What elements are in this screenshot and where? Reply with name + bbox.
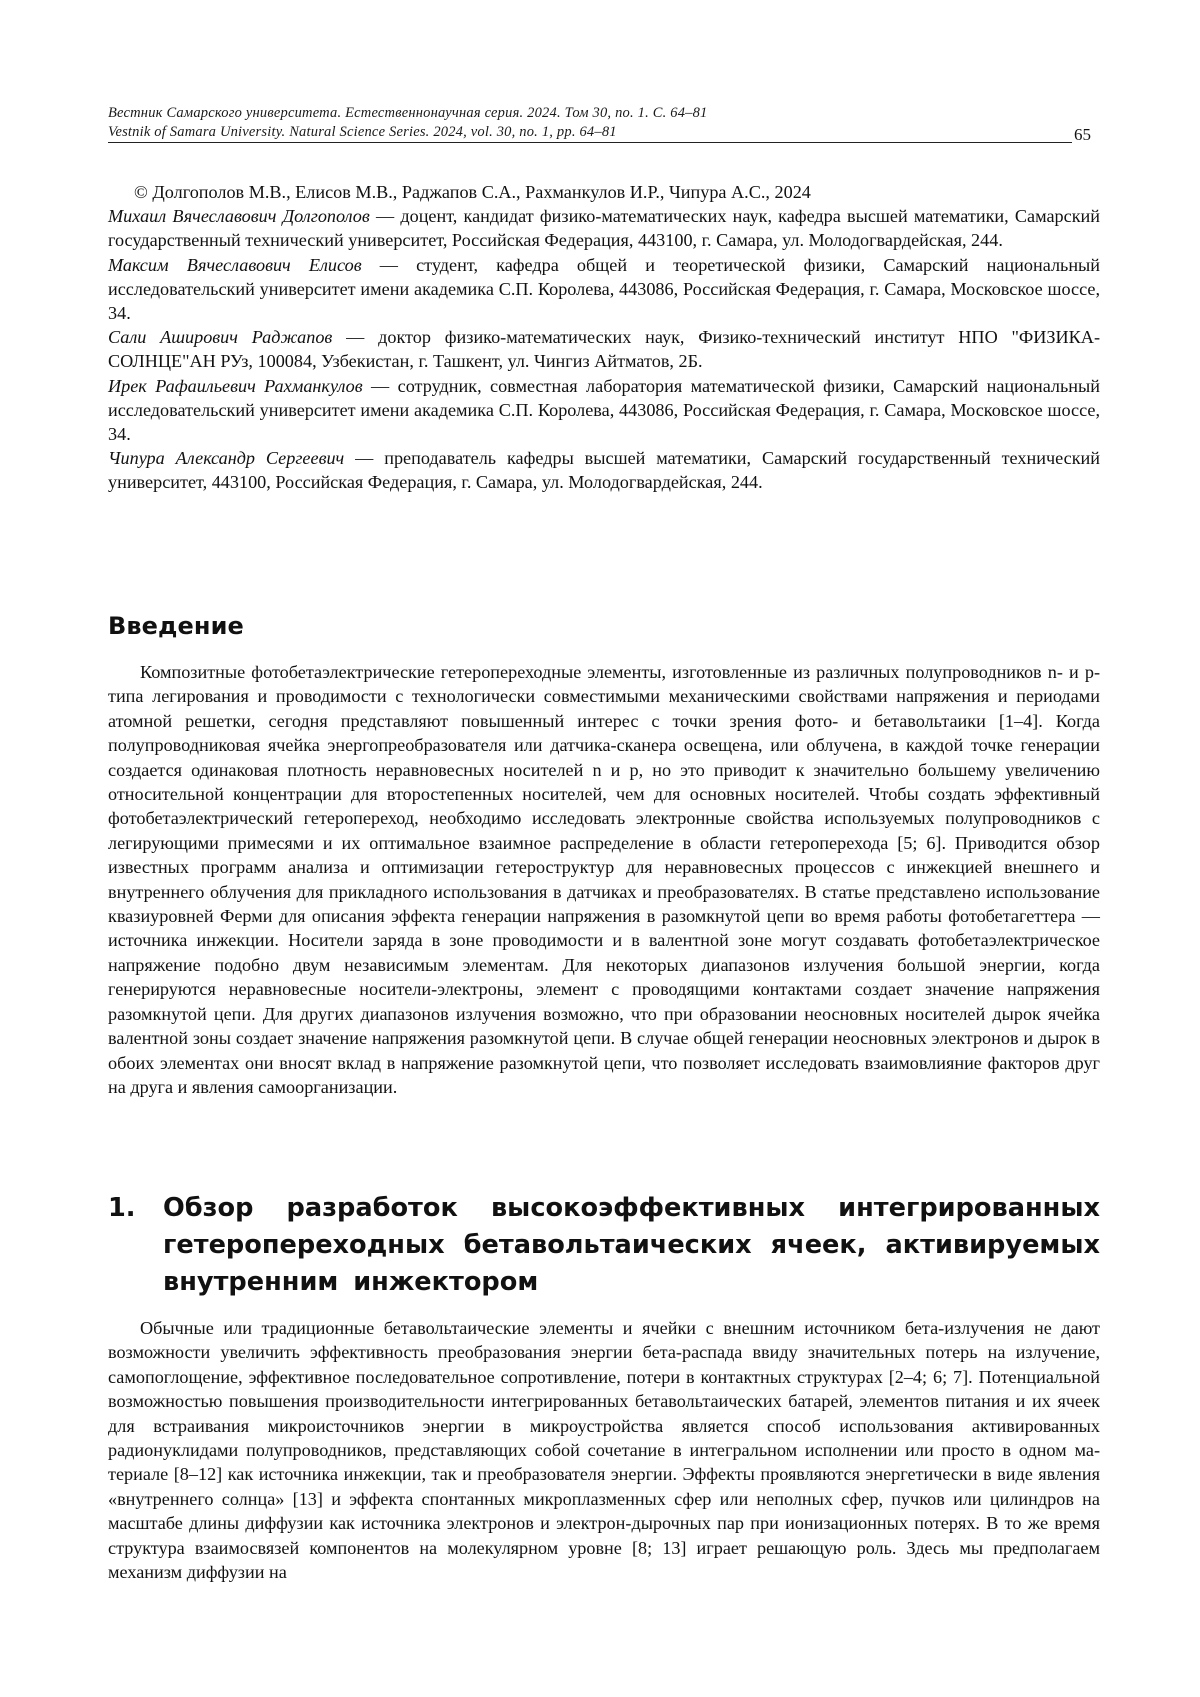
author-name: Сали Аширович Раджапов (108, 327, 333, 348)
journal-citation-en: Vestnik of Samara University. Natural Science Series. 2024, vol. 30, no. 1, pp. 64–81 (108, 124, 617, 140)
author-block (108, 180, 1100, 495)
author-info: — доцент, кандидат физико-математических наук, кафедра высшей математики, Самарский государственный технический университет, Российская Федерация, 443100, г. Самара, ул. Молодогвардейская, 244. (108, 206, 1100, 251)
author-info: — доктор физико-математических наук, Физико-технический институт НПО "ФИЗИКА-СОЛНЦЕ"АН РУз, 100084, Узбекистан, г. Ташкент, ул. Чингиз Айтматов, 2Б. (108, 327, 1100, 372)
journal-citation-ru: Вестник Самарского университета. Естественнонаучная серия. 2024. Том 30, no. 1. С. 64–81 (108, 105, 708, 121)
author-entry (108, 325, 1100, 373)
author-name: Максим Вячеславович Елисов (108, 254, 362, 275)
intro-paragraph: Композитные фотобетаэлектрические гетеропереходные элементы, изготовленные из различных полупроводников n- и p-типа легирования и проводимости с технологически совместимыми механическими свойствами напряжения и периодами атомной решетки, сегодня представляют повышенный интерес с точки зрения фото- и бетавольтаики [1–4]. Когда полупроводниковая ячейка энергопреобразователя или датчика-сканера освещена, или облучена, в каждой точке генерации создается одинаковая плотность неравновесных носителей n и p, но это приводит к значительно большему увеличению относительной концентрации для второстепенных носителей, чем для основных носителей. Чтобы создать эффективный фотобетаэлектрический гетеропереход, необходимо исследовать электронные свойства используемых полупроводников с легирующими примесями и их оптимальное взаимное распределение в области гетероперехода [5; 6]. Приводится обзор известных программ анализа и оптимизации гетероструктур для неравновесных процессов с инжекцией внешнего и внутреннего облучения для прикладного использования в датчиках и преобразователях. В статье представлено использование квазиуровней Ферми для описания эффекта генерации напряжения в разомкнутой цепи во время работы фотобетагеттера — источника инжекции. Носители заряда в зоне проводимости и в валентной зоне могут создавать фотобетаэлектрическое напряжение подобно двум независимым элементам. Для некоторых диапазонов излучения большой энергии, когда генерируются неравновесные носители-электроны, элемент с проводящими контактами создает значение напряжения разомкнутой цепи. Для других диапазонов излучения возможно, что при образовании неосновных носителей дырок ячейка валентной зоны создает значение напряжения разомкнутой цепи. В случае общей генерации неосновных электронов и дырок в обоих элементах они вносят вклад в напряжение разомкнутой цепи, что позволяет исследовать взаимовлияние факторов друг на друга и явления самоорганизации. (108, 662, 1100, 1097)
running-header (108, 104, 1076, 142)
author-name: Ирек Рафаильевич Рахманкулов (108, 375, 363, 396)
copyright-line: © Долгополов М.В., Елисов М.В., Раджапов С.А., Рахманкулов И.Р., Чипура А.С., 2024 (134, 182, 811, 202)
section-number: 1. (108, 1193, 136, 1223)
header-rule (108, 142, 1072, 143)
author-entry (108, 204, 1100, 252)
author-entry (108, 374, 1100, 447)
author-info: — сотрудник, совместная лаборатория математической физики, Самарский национальный исследовательский университет имени академика С.П. Королева, 443086, Российская Федерация, г. Самара, Московское шоссе, 34. (108, 375, 1100, 445)
author-entry (108, 446, 1100, 494)
author-name: Чипура Александр Сергеевич (108, 448, 345, 469)
intro-heading: Введение (108, 612, 244, 640)
section-1-paragraph: Обычные или традиционные бетавольтаические элементы и ячейки с внешним источником бета-излучения не дают возможности увеличить эффективность преобразования энергии бета-распада ввиду значительных потерь на излучение, самопоглощение, эффективное последовательное сопротивление, потери в контактных структурах [2–4; 6; 7]. Потенциальной возможностью повышения производительности интегрированных бетавольтаических батарей, элементов питания и их ячеек для встраивания микроисточников энергии в микроустройства является способ использования активированных радионуклидами полупроводников, представляющих собой сочетание в интегральном исполнении или просто в одном материале [8–12] как источника инжекции, так и преобразователя энергии. Эффекты проявляются энергетически в виде явления «внутреннего солнца» [13] и эффекта спонтанных микроплазменных сфер или неполных сфер, пучков или цилиндров на масштабе длины диффузии как источника электронов и электрон-дырочных пар при ионизационных потерях. В то же время структура взаимосвязей компонентов на молекулярном уровне [8; 13] играет решающую роль. Здесь мы предполагаем механизм диффузии на (108, 1318, 1100, 1583)
author-info: — студент, кафедра общей и теоретической физики, Самарский национальный исследовательский университет имени академика С.П. Королева, 443086, Российская Федерация, г. Самара, Московское шоссе, 34. (108, 254, 1101, 324)
author-name: Михаил Вячеславович Долгополов (108, 206, 370, 227)
section-title: Обзор разработок высокоэффективных интегрированных гетеропереходных бетавольтаических ячеек, активируемых внутренним инжектором (163, 1193, 1100, 1297)
section-1-heading (108, 1190, 1100, 1301)
page-number: 65 (1074, 125, 1091, 144)
author-info: — преподаватель кафедры высшей математики, Самарский государственный технический университет, 443100, Российская Федерация, г. Самара, ул. Молодогвардейская, 244. (108, 448, 1100, 493)
author-entry (108, 253, 1100, 326)
